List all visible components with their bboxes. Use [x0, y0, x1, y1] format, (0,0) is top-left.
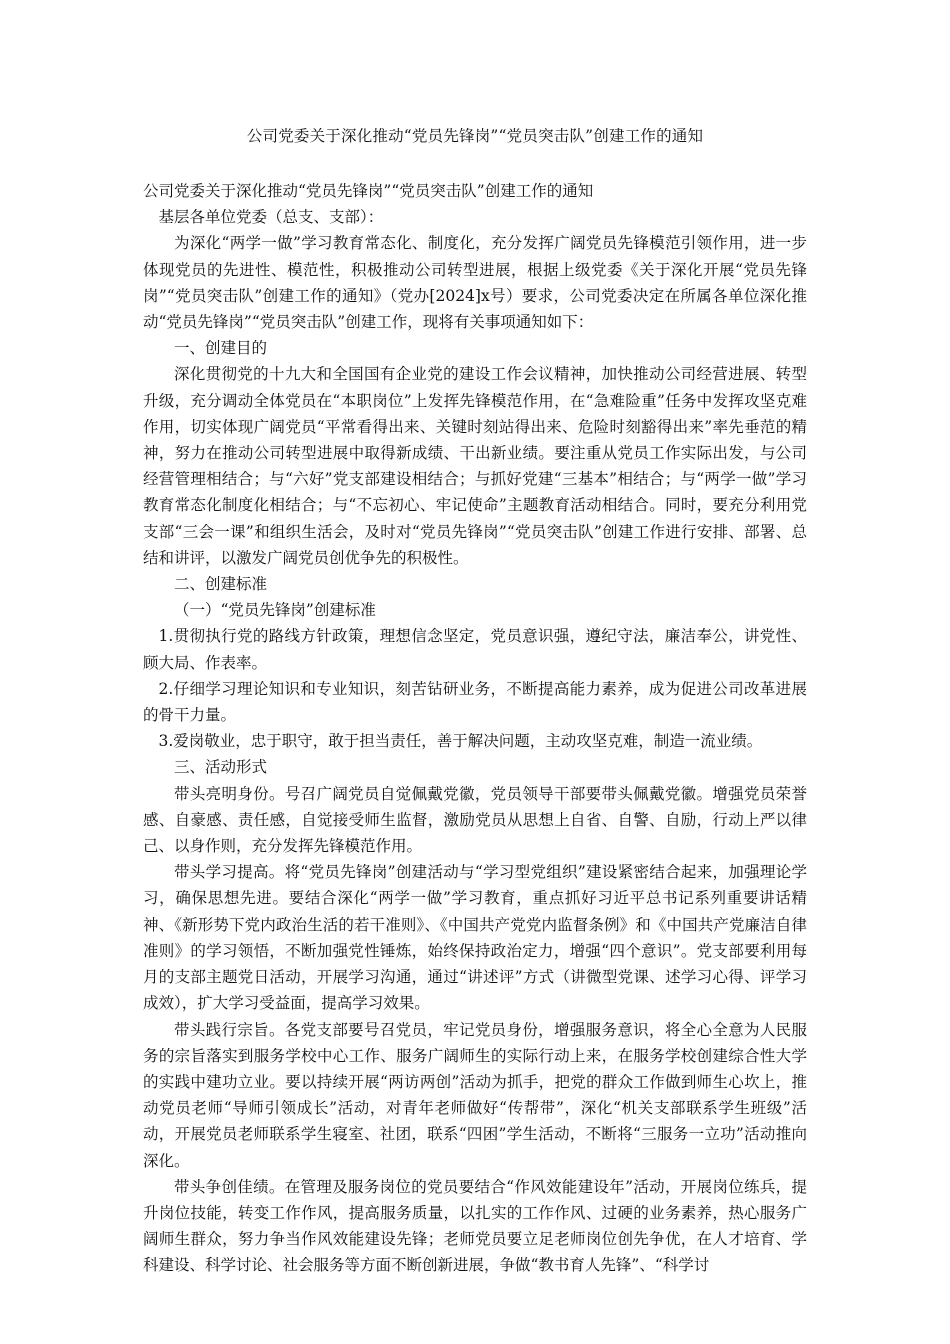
section-heading: 二、创建标准 [174, 575, 268, 594]
document-body [143, 178, 807, 1279]
paragraph: 带头亮明身份。号召广阔党员自觉佩戴党徽，党员领导干部要带头佩戴党徽。增强党员荣誉感、自豪感、责任感，自觉接受师生监督，激励党员从思想上自省、自警、自励，行动上严以律己、以身作则，充分发挥先锋模范作用。 [143, 784, 807, 856]
paragraph: 为深化“两学一做”学习教育常态化、制度化，充分发挥广阔党员先锋模范引领作用，进一步体现党员的先进性、模范性，积极推动公司转型进展，根据上级党委《关于深化开展“党员先锋岗”“党员突击队”创建工作的通知》（党办[2024]x号）要求，公司党委决定在所属各单位深化推动“党员先锋岗”“党员突击队”创建工作，现将有关事项通知如下： [143, 234, 807, 332]
list-item: 2.仔细学习理论知识和专业知识，刻苦钻研业务，不断提高能力素养，成为促进公司改革进展的骨干力量。 [143, 679, 807, 725]
paragraph: 深化贯彻党的十九大和全国国有企业党的建设工作会议精神，加快推动公司经营进展、转型升级，充分调动全体党员在“本职岗位”上发挥先锋模范作用，在“急难险重”任务中发挥攻坚克难作用，切实体现广阔党员“平常看得出来、关键时刻站得出来、危险时刻豁得出来”率先垂范的精神，努力在推动公司转型进展中取得新成绩、干出新业绩。要注重从党员工作实际出发，与公司经营管理相结合；与“六好”党支部建设相结合；与抓好党建“三基本”相结合；与“两学一做”学习教育常态化制度化相结合；与“不忘初心、牢记使命”主题教育活动相结合。同时，要充分利用党支部“三会一课”和组织生活会，及时对“党员先锋岗”“党员突击队”创建工作进行安排、部署、总结和讲评，以激发广阔党员创优争先的积极性。 [143, 365, 807, 567]
list-item: 1.贯彻执行党的路线方针政策，理想信念坚定，党员意识强，遵纪守法，廉洁奉公，讲党性、顾大局、作表率。 [143, 627, 807, 672]
paragraph: 带头争创佳绩。在管理及服务岗位的党员要结合“作风效能建设年”活动，开展岗位练兵，提升岗位技能，转变工作作风，提高服务质量，以扎实的工作作风、过硬的业务素养，热心服务广阔师生群众，努力争当作风效能建设先锋；老师党员要立足老师岗位创先争优，在人才培育、学科建设、科学讨论、社会服务等方面不断创新进展，争做“教书育人先锋”、“科学讨 [143, 1177, 807, 1275]
salutation: 基层各单位党委（总支、支部）： [158, 208, 384, 227]
body-heading: 公司党委关于深化推动“党员先锋岗”“党员突击队”创建工作的通知 [143, 182, 594, 200]
subsection-heading: （一）“党员先锋岗”创建标准 [174, 601, 376, 620]
section-heading: 三、活动形式 [174, 758, 268, 777]
list-item: 3.爱岗敬业，忠于职守，敢于担当责任，善于解决问题，主动攻坚克难，制造一流业绩。 [158, 732, 763, 751]
paragraph: 带头践行宗旨。各党支部要号召党员，牢记党员身份，增强服务意识，将全心全意为人民服务的宗旨落实到服务学校中心工作、服务广阔师生的实际行动上来，在服务学校创建综合性大学的实践中建功立业。要以持续开展“两访两创”活动为抓手，把党的群众工作做到师生心坎上，推动党员老师“导师引领成长”活动，对青年老师做好“传帮带”，深化“机关支部联系学生班级”活动，开展党员老师联系学生寝室、社团，联系“四困”学生活动，不断将“三服务一立功”活动推向深化。 [143, 1020, 807, 1170]
document-title: 公司党委关于深化推动“党员先锋岗”“党员突击队”创建工作的通知 [246, 127, 704, 145]
paragraph: 带头学习提高。将“党员先锋岗”创建活动与“学习型党组织”建设紧密结合起来，加强理论学习，确保思想先进。要结合深化“两学一做”学习教育，重点抓好习近平总书记系列重要讲话精神、《新形势下党内政治生活的若干准则》、《中国共产党党内监督条例》和《中国共产党廉洁自律准则》的学习领悟，不断加强党性锤炼，始终保持政治定力，增强“四个意识”。党支部要利用每月的支部主题党日活动，开展学习沟通，通过“讲述评”方式（讲微型党课、述学习心得、评学习成效），扩大学习受益面，提高学习效果。 [143, 863, 807, 1013]
section-heading: 一、创建目的 [174, 339, 268, 358]
